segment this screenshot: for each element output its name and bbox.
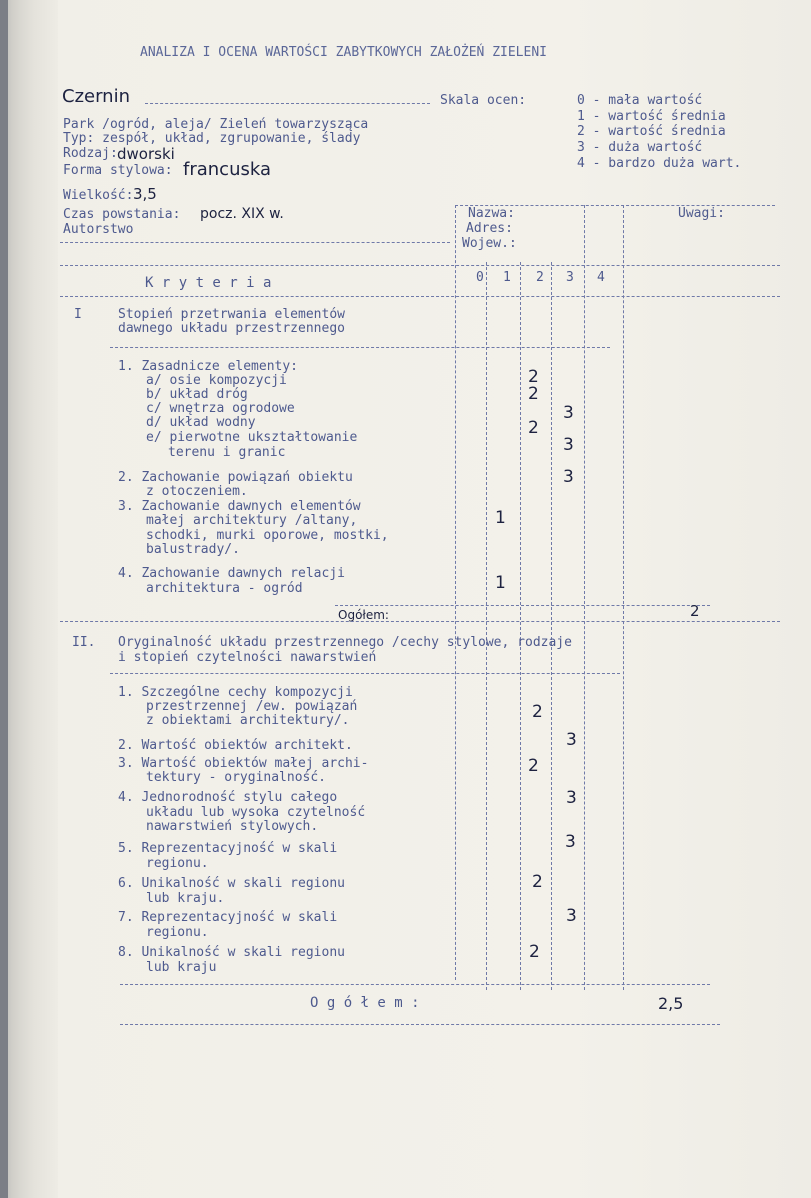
s1-score: 3 [563,403,574,423]
col-guide-d [551,262,552,990]
s2-score: 2 [532,702,543,722]
s1-item: a/ osie kompozycji [146,373,287,388]
rodzaj-label: Rodzaj: [63,146,118,161]
section-1-title-1: Stopień przetrwania elementów [118,307,345,322]
s2-score: 3 [566,788,577,808]
s2-bottom-rule [120,1024,720,1025]
section-2-number: II. [72,635,96,650]
s1-total-value: 2 [690,602,700,620]
section-1-rule [110,347,610,348]
s1-score: 1 [495,573,506,593]
park-line: Park /ogród, aleja/ Zieleń towarzysząca [63,117,369,132]
s2-score: 2 [528,756,539,776]
document-title: ANALIZA I OCENA WARTOŚCI ZABYTKOWYCH ZAŁOŻEŃ ZIELENI [140,45,547,60]
forma-value: francuska [183,159,271,180]
scale-0: 0 - mała wartość [577,93,703,108]
s2-item: lub kraju [146,960,217,975]
s1-item: e/ pierwotne ukształtowanie [146,430,358,445]
left-rule-1 [60,242,450,243]
s1-score: 3 [563,435,574,455]
s1-total-rule [335,605,710,606]
s2-item: tektury - oryginalność. [146,770,327,785]
binding-shadow [0,0,58,1198]
s1-item: 1. Zasadnicze elementy: [118,359,299,374]
s2-score: 2 [532,872,543,892]
col-3: 3 [566,270,574,285]
adres-label: Adres: [466,221,513,236]
s2-item: 5. Reprezentacyjność w skali [118,841,338,856]
s2-score: 3 [565,832,576,852]
page-edge [0,0,8,1198]
s1-item: 2. Zachowanie powiązań obiektu [118,470,353,485]
scale-label: Skala ocen: [440,93,527,108]
col-guide-b [486,262,487,990]
s2-item: 1. Szczególne cechy kompozycji [118,685,353,700]
s1-item: b/ układ dróg [146,387,248,402]
s2-total-rule [120,984,710,985]
column-header-rule [60,296,780,297]
s2-total-label: O g ó ł e m : [310,995,420,1011]
s1-score: 2 [528,384,539,404]
place-name: Czernin [62,86,130,107]
s1-score: 1 [495,508,506,528]
col-2: 2 [536,270,544,285]
s1-item: terenu i granic [168,445,286,460]
rodzaj-value: dworski [117,145,175,163]
section-2-rule [110,673,620,674]
s2-score: 2 [529,942,540,962]
s1-score: 2 [528,418,539,438]
scale-2: 2 - wartość średnia [577,124,726,139]
s1-item: d/ układ wodny [146,415,256,430]
col-guide-e [584,205,585,990]
scale-4: 4 - bardzo duża wart. [577,156,742,171]
forma-label: Forma stylowa: [63,163,173,178]
s1-item: z otoczeniem. [146,484,248,499]
header-rule [60,265,780,266]
s1-item: c/ wnętrza ogrodowe [146,401,295,416]
s2-item: 6. Unikalność w skali regionu [118,876,345,891]
s2-score: 3 [566,730,577,750]
col-guide-f [623,205,624,990]
czas-value: pocz. XIX w. [200,206,284,222]
s1-item: schodki, murki oporowe, mostki, [146,528,389,543]
col-4: 4 [597,270,605,285]
wojew-label: Wojew.: [462,236,517,251]
wielkosc-value: 3,5 [133,185,157,203]
col-guide-c [520,262,521,990]
autorstwo-label: Autorstwo [63,222,134,237]
s2-item: przestrzennej /ew. powiązań [146,699,358,714]
s2-item: nawarstwień stylowych. [146,819,319,834]
section-1-bottom-rule [60,621,780,622]
s2-item: 2. Wartość obiektów architekt. [118,738,353,753]
wielkosc-label: Wielkość: [63,188,134,203]
s2-item: z obiektami architektury/. [146,713,350,728]
s2-item: 4. Jednorodność stylu całego [118,790,338,805]
section-2-title-1: Oryginalność układu przestrzennego /cechy stylowe, rodzaje [118,635,572,650]
section-2-title-2: i stopień czytelności nawarstwień [118,650,377,665]
col-guide-a [455,205,456,980]
s1-score: 3 [563,467,574,487]
s1-item: architektura - ogród [146,581,303,596]
s2-item: regionu. [146,856,209,871]
col-0: 0 [476,270,484,285]
s2-item: 3. Wartość obiektów małej archi- [118,756,369,771]
s1-total-label: Ogółem: [338,608,389,622]
col-1: 1 [503,270,511,285]
uwagi-label: Uwagi: [678,206,725,221]
kryteria-label: K r y t e r i a [145,275,272,291]
place-underline [145,103,430,104]
s2-item: lub kraju. [146,891,225,906]
s1-score: 2 [528,367,539,387]
scale-1: 1 - wartość średnia [577,109,726,124]
s2-item: regionu. [146,925,209,940]
s2-item: 8. Unikalność w skali regionu [118,945,345,960]
s1-item: 4. Zachowanie dawnych relacji [118,566,345,581]
s1-item: balustrady/. [146,542,240,557]
s2-total-value: 2,5 [658,994,684,1013]
section-1-title-2: dawnego układu przestrzennego [118,321,345,336]
scale-3: 3 - duża wartość [577,140,703,155]
type-line: Typ: zespół, układ, zgrupowanie, ślady [63,131,361,146]
s1-item: małej architektury /altany, [146,513,358,528]
s1-item: 3. Zachowanie dawnych elementów [118,499,361,514]
nazwa-label: Nazwa: [468,206,515,221]
section-1-number: I [74,307,82,322]
czas-label: Czas powstania: [63,207,181,222]
s2-score: 3 [566,906,577,926]
s2-item: układu lub wysoka czytelność [146,805,366,820]
s2-item: 7. Reprezentacyjność w skali [118,910,338,925]
